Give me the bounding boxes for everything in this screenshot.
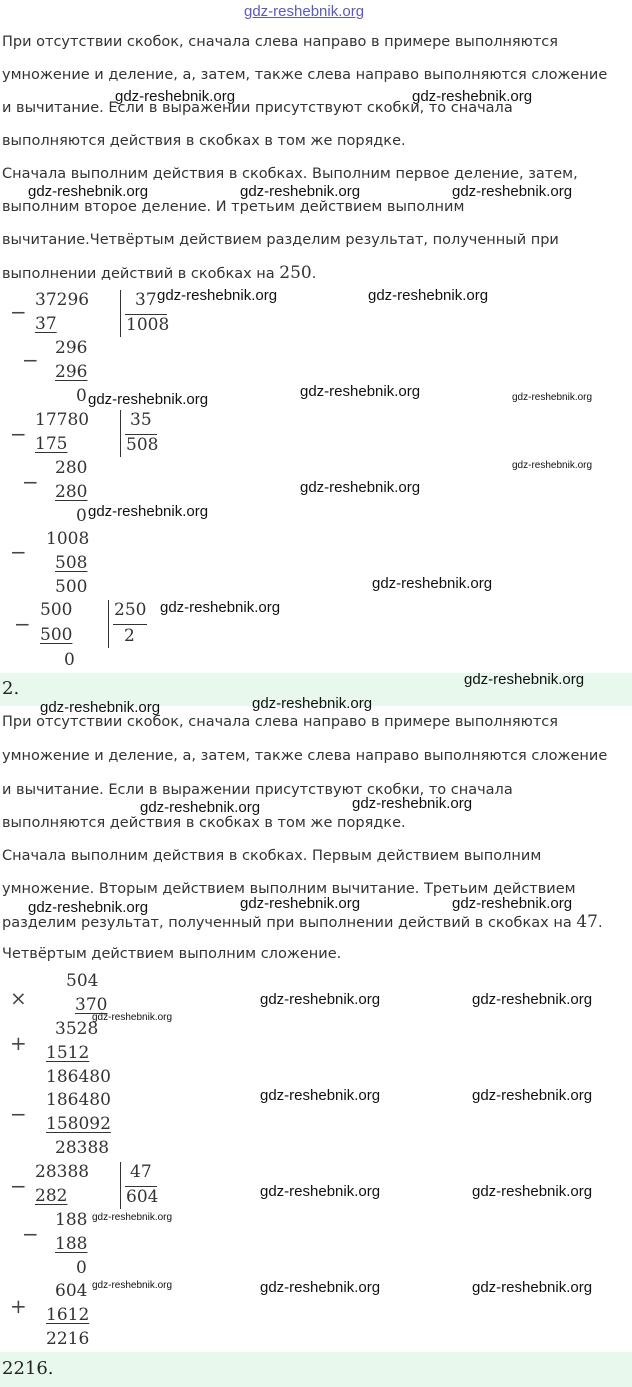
paragraph-line: При отсутствии скобок, сначала слева направо в примере выполняются (2, 714, 559, 730)
quotient: 508 (126, 435, 159, 455)
paragraph-line: выполняются действия в скобках в том же порядке. (2, 815, 406, 831)
divisor: 47 (130, 1162, 152, 1182)
watermark: gdz-reshebnik.org (412, 88, 533, 105)
addend: 1612 (46, 1305, 90, 1325)
quotient: 1008 (126, 315, 170, 335)
watermark: gdz-reshebnik.org (252, 695, 373, 712)
minuend: 186480 (46, 1090, 111, 1110)
watermark: gdz-reshebnik.org (300, 479, 421, 496)
quotient: 2 (124, 626, 135, 646)
dividend: 500 (40, 600, 73, 620)
dividend: 37296 (35, 290, 90, 310)
paragraph-line: Сначала выполним действия в скобках. Выполним первое деление, затем, (2, 166, 578, 182)
difference: 500 (55, 577, 88, 597)
paragraph-text: выполнении действий в скобках на (2, 266, 275, 282)
answer: 2216. (2, 1358, 54, 1379)
division-bar (120, 1162, 121, 1209)
minus-sign: − (10, 422, 27, 446)
inline-number: 250 (279, 263, 312, 283)
remainder-step: 280 (55, 458, 88, 478)
paragraph-line: и вычитание. Если в выражении присутствуют скобки, то сначала (2, 100, 513, 116)
paragraph-line: вычитание.Четвёртым действием разделим результат, полученный при (2, 232, 559, 248)
watermark: gdz-reshebnik.org (40, 699, 161, 716)
watermark: gdz-reshebnik.org (472, 1183, 593, 1200)
watermark: gdz-reshebnik.org (240, 183, 361, 200)
watermark: gdz-reshebnik.org (512, 392, 593, 403)
watermark: gdz-reshebnik.org (92, 1280, 173, 1291)
paragraph-line: Четвёртым действием выполним сложение. (2, 946, 342, 962)
quotient: 604 (126, 1187, 159, 1207)
dividend: 28388 (35, 1162, 90, 1182)
paragraph-end: . (311, 266, 317, 282)
watermark: gdz-reshebnik.org (472, 1279, 593, 1296)
watermark: gdz-reshebnik.org (260, 1279, 381, 1296)
minus-sign: − (10, 540, 27, 564)
paragraph-line: умножение. Вторым действием выполним вычитание. Третьим действием (2, 881, 576, 897)
watermark: gdz-reshebnik.org (452, 895, 573, 912)
subtrahend: 282 (35, 1186, 68, 1206)
watermark: gdz-reshebnik.org (472, 1087, 593, 1104)
watermark: gdz-reshebnik.org (260, 1183, 381, 1200)
times-sign: × (10, 986, 27, 1010)
product: 186480 (46, 1067, 111, 1087)
watermark: gdz-reshebnik.org (140, 799, 261, 816)
subtrahend: 296 (55, 362, 88, 382)
paragraph-line: умножение и деление, а, затем, также слева направо выполняются сложение (2, 67, 608, 83)
watermark: gdz-reshebnik.org (88, 391, 209, 408)
paragraph-line: выполним второе деление. И третьим действием выполним (2, 199, 465, 215)
watermark: gdz-reshebnik.org (160, 599, 281, 616)
dividend: 17780 (35, 410, 90, 430)
minus-sign: − (10, 1174, 27, 1198)
inline-number: 47 (576, 912, 598, 932)
paragraph-line: и вычитание. Если в выражении присутствуют скобки, то сначала (2, 782, 513, 798)
paragraph-end: . (597, 915, 603, 931)
minus-sign: − (10, 1102, 27, 1126)
watermark: gdz-reshebnik.org (240, 895, 361, 912)
watermark: gdz-reshebnik.org (115, 88, 236, 105)
watermark: gdz-reshebnik.org (368, 287, 489, 304)
watermark: gdz-reshebnik.org (28, 183, 149, 200)
watermark: gdz-reshebnik.org (452, 183, 573, 200)
division-bar (108, 600, 109, 648)
divisor: 37 (135, 290, 157, 310)
minus-sign: − (14, 612, 31, 636)
watermark: gdz-reshebnik.org (92, 1012, 173, 1023)
minus-sign: − (22, 1222, 39, 1246)
paragraph-line: Сначала выполним действия в скобках. Первым действием выполним (2, 848, 542, 864)
watermark: gdz-reshebnik.org (300, 383, 421, 400)
plus-sign: + (10, 1294, 27, 1318)
watermark: gdz-reshebnik.org (472, 991, 593, 1008)
divisor: 35 (130, 410, 152, 430)
minuend: 1008 (46, 529, 90, 549)
watermark: gdz-reshebnik.org (464, 671, 585, 688)
subtrahend: 158092 (46, 1114, 111, 1134)
answer-band (0, 1352, 632, 1387)
paragraph-line: При отсутствии скобок, сначала слева направо в примере выполняются (2, 34, 559, 50)
watermark: gdz-reshebnik.org (92, 1212, 173, 1223)
minus-sign: − (22, 348, 39, 372)
paragraph-line: умножение и деление, а, затем, также слева направо выполняются сложение (2, 748, 608, 764)
addend: 604 (55, 1281, 88, 1301)
watermark: gdz-reshebnik.org (260, 991, 381, 1008)
remainder: 0 (76, 506, 87, 526)
remainder: 0 (64, 650, 75, 670)
sum: 2216 (46, 1329, 90, 1349)
paragraph-line (2, 263, 316, 283)
factor: 504 (66, 971, 99, 991)
watermark: gdz-reshebnik.org (512, 460, 593, 471)
minus-sign: − (22, 470, 39, 494)
remainder: 0 (76, 386, 87, 406)
watermark: gdz-reshebnik.org (28, 899, 149, 916)
difference: 28388 (55, 1138, 110, 1158)
subtrahend: 188 (55, 1234, 88, 1254)
watermark: gdz-reshebnik.org (260, 1087, 381, 1104)
subtrahend: 37 (35, 314, 57, 334)
watermark: gdz-reshebnik.org (88, 503, 209, 520)
watermark: gdz-reshebnik.org (157, 287, 278, 304)
partial-product: 3528 (55, 1019, 99, 1039)
division-bar (120, 290, 121, 337)
remainder-step: 188 (55, 1210, 88, 1230)
site-link[interactable]: gdz-reshebnik.org (244, 3, 365, 20)
division-bar (120, 410, 121, 457)
minus-sign: − (10, 300, 27, 324)
divisor-line (113, 624, 147, 625)
subtrahend: 175 (35, 434, 68, 454)
remainder: 0 (76, 1258, 87, 1278)
answer: 2. (2, 678, 20, 699)
paragraph-text: разделим результат, полученный при выполнении действий в скобках на (2, 915, 572, 931)
factor: 370 (75, 995, 108, 1015)
partial-product: 1512 (46, 1043, 90, 1063)
plus-sign: + (10, 1031, 27, 1055)
subtrahend: 508 (55, 553, 88, 573)
watermark: gdz-reshebnik.org (352, 795, 473, 812)
subtrahend: 500 (40, 625, 73, 645)
subtrahend: 280 (55, 482, 88, 502)
watermark: gdz-reshebnik.org (372, 575, 493, 592)
remainder-step: 296 (55, 338, 88, 358)
paragraph-line: выполняются действия в скобках в том же порядке. (2, 133, 406, 149)
divisor: 250 (114, 600, 147, 620)
